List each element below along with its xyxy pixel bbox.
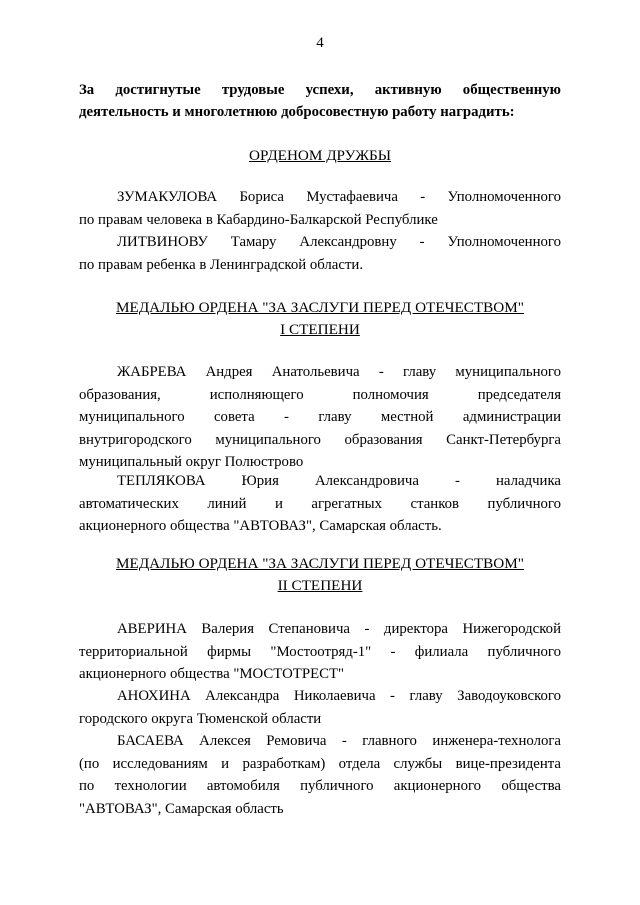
entry-line: ТЕПЛЯКОВА Юрия Александровича - наладчика <box>117 473 561 489</box>
heading-line: МЕДАЛЬЮ ОРДЕНА "ЗА ЗАСЛУГИ ПЕРЕД ОТЕЧЕСТВОМ" <box>116 555 524 572</box>
entry-line: по технологии автомобиля публичного акционерного общества <box>79 778 561 794</box>
award-entry <box>79 361 561 474</box>
section-heading-order-of-friendship <box>0 145 640 167</box>
entry-line: по правам ребенка в Ленинградской области. <box>79 256 364 273</box>
entry-line: "АВТОВАЗ", Самарская область <box>79 800 284 817</box>
heading-line: II СТЕПЕНИ <box>277 577 363 594</box>
entry-line: автоматических линий и агрегатных станков публичного <box>79 495 561 512</box>
award-intro <box>79 79 561 123</box>
intro-line: За достигнутые трудовые успехи, активную общественную <box>79 82 561 98</box>
award-entry <box>79 470 561 538</box>
entry-line: акционерного общества "АВТОВАЗ", Самарская область. <box>79 518 442 534</box>
award-entry <box>79 730 561 820</box>
section-heading-medal-first-degree <box>0 297 640 341</box>
page-number: 4 <box>316 35 324 51</box>
section-heading-medal-second-degree <box>0 553 640 597</box>
heading-line: МЕДАЛЬЮ ОРДЕНА "ЗА ЗАСЛУГИ ПЕРЕД ОТЕЧЕСТВОМ" <box>116 299 524 316</box>
entry-line: БАСАЕВА Алексея Ремовича - главного инженера-технолога <box>117 733 561 749</box>
award-entry <box>79 618 561 686</box>
entry-line: территориальной фирмы "Мостоотряд-1" - филиала публичного <box>79 643 561 660</box>
entry-line: образования, исполняющего полномочия председателя <box>79 386 561 403</box>
entry-line: муниципального совета - главу местной администрации <box>79 409 561 425</box>
entry-line: акционерного общества "МОСТОТРЕСТ" <box>79 666 345 682</box>
entry-line: ЖАБРЕВА Андрея Анатольевича - главу муниципального <box>117 364 561 380</box>
entry-line: (по исследованиям и разработкам) отдела службы вице-президента <box>79 755 561 772</box>
entry-line: по правам человека в Кабардино-Балкарской Республике <box>79 211 438 228</box>
entry-line: ЛИТВИНОВУ Тамару Александровну - Уполномоченного <box>117 234 561 250</box>
heading-line: I СТЕПЕНИ <box>280 321 360 338</box>
entry-line: АНОХИНА Александра Николаевича - главу Заводоуковского <box>117 688 561 704</box>
award-entry <box>79 231 561 276</box>
entry-line: внутригородского муниципального образования Санкт-Петербурга <box>79 431 561 448</box>
entry-line: муниципальный округ Полюстрово <box>79 454 304 470</box>
award-entry <box>79 186 561 231</box>
entry-line: городского округа Тюменской области <box>79 710 322 727</box>
intro-line: деятельность и многолетнюю добросовестную работу наградить: <box>79 104 515 120</box>
entry-line: ЗУМАКУЛОВА Бориса Мустафаевича - Уполномоченного <box>117 189 561 205</box>
award-entry <box>79 685 561 730</box>
entry-line: АВЕРИНА Валерия Степановича - директора Нижегородской <box>117 621 561 637</box>
heading-line: ОРДЕНОМ ДРУЖБЫ <box>249 147 391 164</box>
